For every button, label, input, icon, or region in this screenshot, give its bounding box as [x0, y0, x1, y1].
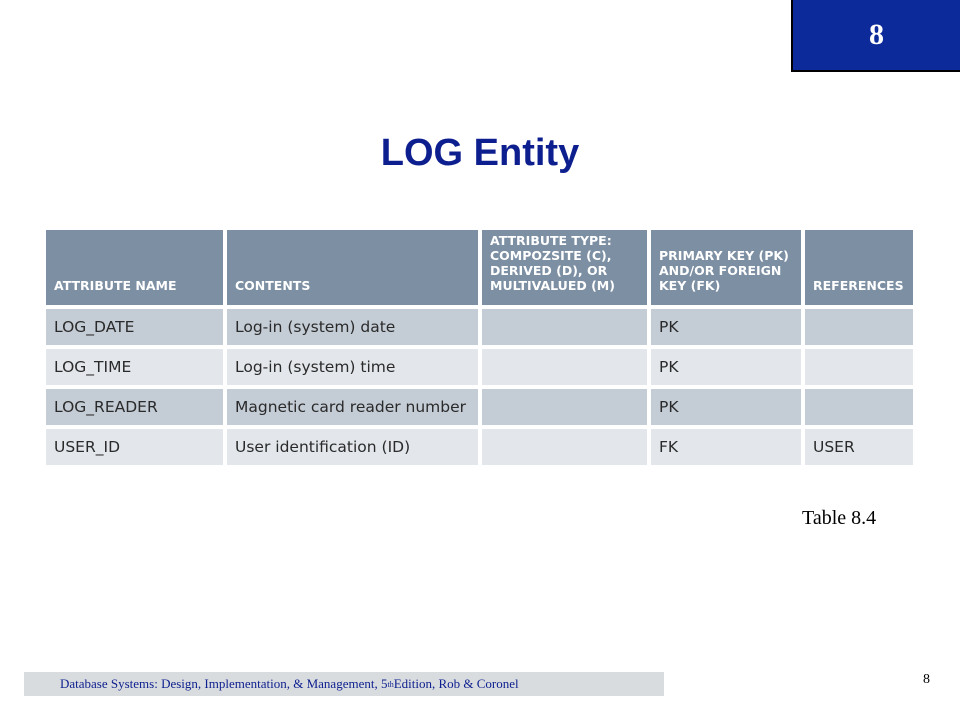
column-header-references — [805, 230, 913, 309]
table-cell-key-type: FK — [651, 429, 805, 465]
footer-text-tail: Edition, Rob & Coronel — [393, 676, 519, 691]
table-cell-references — [805, 349, 913, 389]
table-cell-references: USER — [805, 429, 913, 465]
table-cell-key-type: PK — [651, 349, 805, 389]
table-header — [46, 230, 913, 309]
table-cell-attribute-type — [482, 349, 651, 389]
table-cell-references — [805, 389, 913, 429]
table-cell-contents: Log-in (system) date — [227, 309, 482, 349]
table-cell-attribute-name: LOG_READER — [46, 389, 227, 429]
column-header-attribute-name — [46, 230, 227, 309]
table-cell-references — [805, 309, 913, 349]
log-entity-table — [46, 230, 913, 465]
column-header-key-type — [651, 230, 805, 309]
column-header-line: ATTRIBUTE NAME — [54, 278, 177, 293]
table-cell-contents: Magnetic card reader number — [227, 389, 482, 429]
column-header-line: REFERENCES — [813, 278, 904, 293]
footer-bar — [24, 672, 664, 696]
footer-text-main: Database Systems: Design, Implementation, & Management, 5 — [60, 676, 388, 691]
table-row — [46, 389, 913, 429]
table-cell-attribute-name: LOG_TIME — [46, 349, 227, 389]
table-row — [46, 309, 913, 349]
table-caption: Table 8.4 — [802, 507, 877, 529]
table-cell-attribute-type — [482, 389, 651, 429]
column-header-line: CONTENTS — [235, 278, 311, 293]
column-header-line: COMPOZSITE (C), — [490, 248, 612, 263]
table-cell-key-type: PK — [651, 389, 805, 429]
table-body — [46, 309, 913, 465]
column-header-line: PRIMARY KEY (PK) — [659, 248, 789, 263]
table-cell-attribute-type — [482, 429, 651, 465]
chapter-number: 8 — [869, 18, 884, 51]
column-header-line: KEY (FK) — [659, 278, 721, 293]
table-header-row — [46, 230, 913, 309]
table-cell-attribute-name: USER_ID — [46, 429, 227, 465]
table-cell-key-type: PK — [651, 309, 805, 349]
column-header-line: MULTIVALUED (M) — [490, 278, 615, 293]
slide-title: LOG Entity — [380, 132, 580, 174]
column-header-attribute-type — [482, 230, 651, 309]
table-cell-contents: User identification (ID) — [227, 429, 482, 465]
column-header-line: AND/OR FOREIGN — [659, 263, 782, 278]
page-number: 8 — [923, 672, 930, 687]
column-header-contents — [227, 230, 482, 309]
table-row — [46, 429, 913, 465]
table-row — [46, 349, 913, 389]
column-header-line: ATTRIBUTE TYPE: — [490, 233, 612, 248]
table-cell-attribute-name: LOG_DATE — [46, 309, 227, 349]
footer-superscript: th — [387, 679, 394, 689]
column-header-line: DERIVED (D), OR — [490, 263, 608, 278]
table-cell-contents: Log-in (system) time — [227, 349, 482, 389]
chapter-number-box — [791, 0, 960, 72]
table-cell-attribute-type — [482, 309, 651, 349]
